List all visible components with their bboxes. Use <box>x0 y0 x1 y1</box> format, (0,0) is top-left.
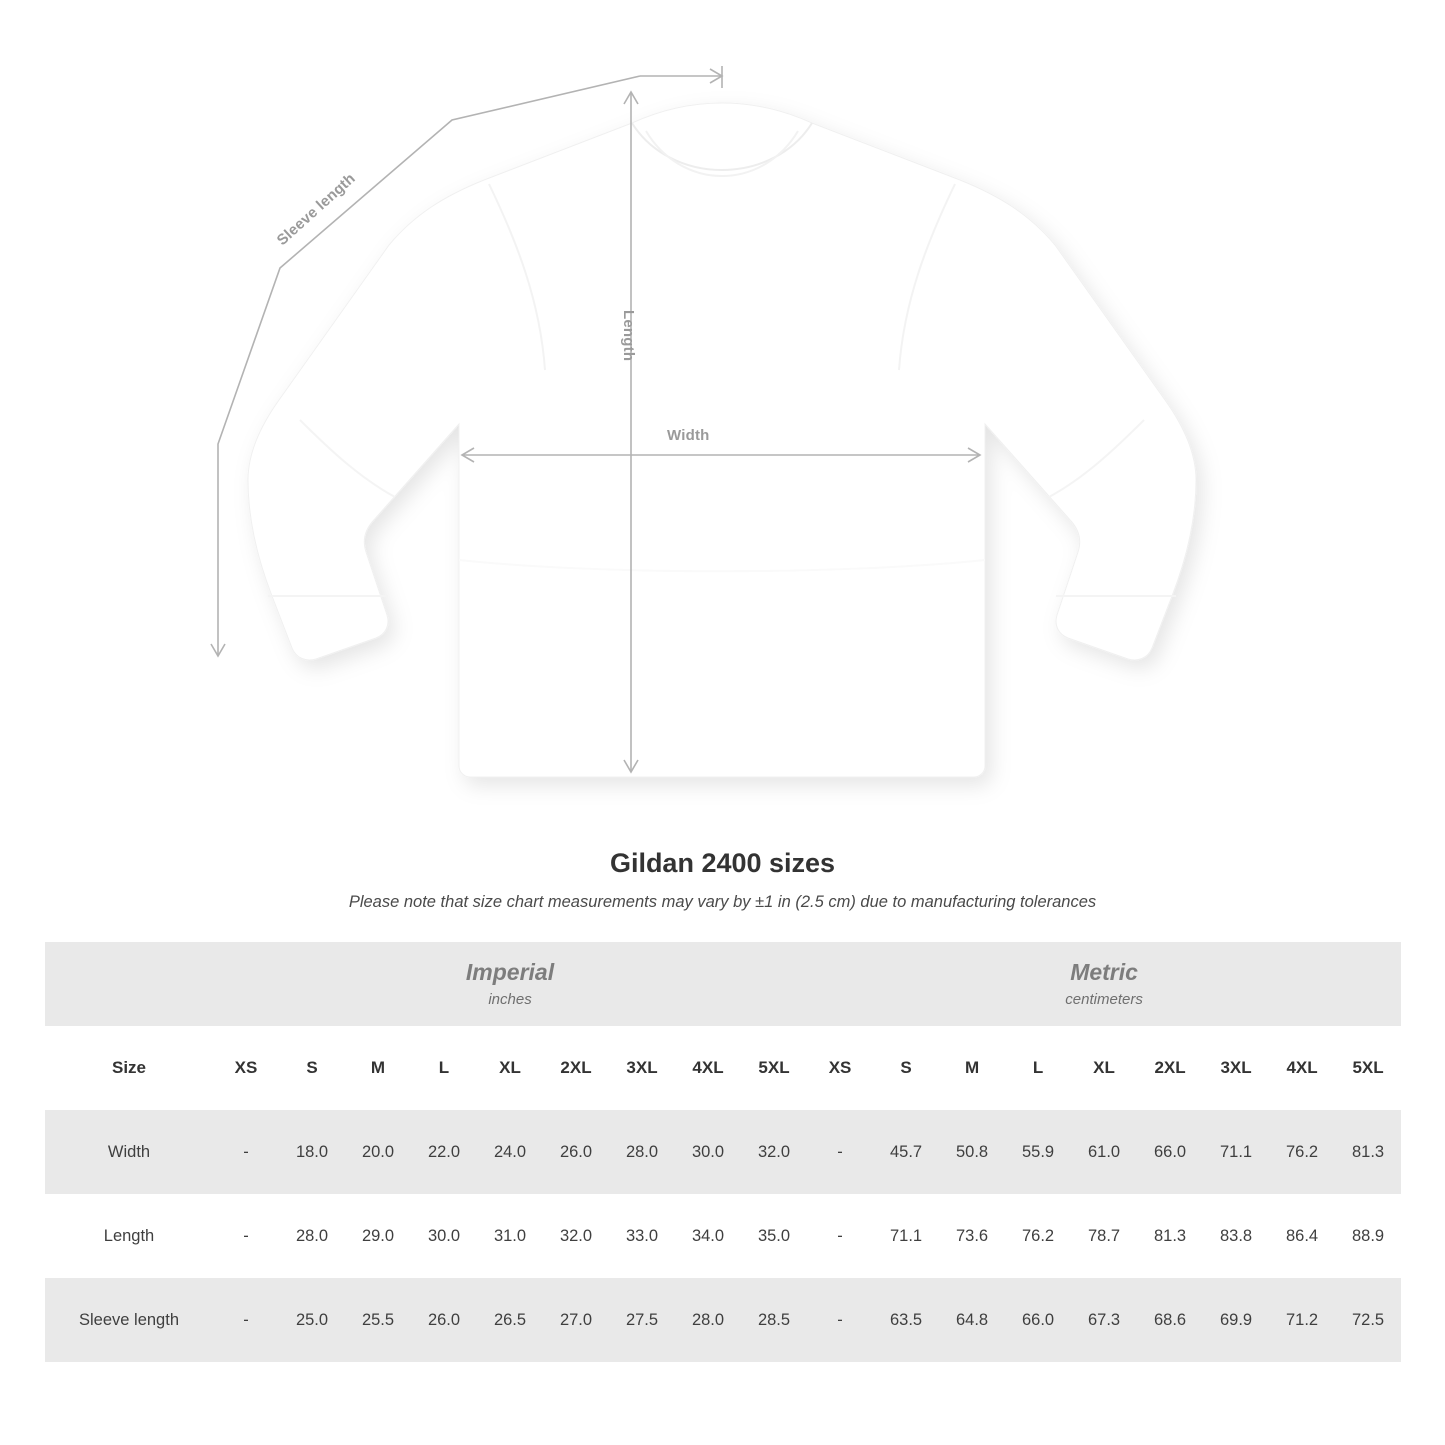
cell-width-met-m: 50.8 <box>939 1110 1005 1194</box>
size-header-imperial-s: S <box>279 1026 345 1110</box>
cell-width-met-xs: - <box>807 1110 873 1194</box>
cell-width-met-3xl: 71.1 <box>1203 1110 1269 1194</box>
row-label-length: Length <box>45 1194 213 1278</box>
cell-width-met-l: 55.9 <box>1005 1110 1071 1194</box>
cell-length-met-5xl: 88.9 <box>1335 1194 1401 1278</box>
table-row <box>45 1110 1401 1194</box>
size-table-wrap <box>45 942 1400 1362</box>
table-row <box>45 1278 1401 1362</box>
cell-length-imp-s: 28.0 <box>279 1194 345 1278</box>
tolerance-note: Please note that size chart measurements may vary by ±1 in (2.5 cm) due to manufacturing tolerances <box>348 893 1097 911</box>
size-header-imperial-3xl: 3XL <box>609 1026 675 1110</box>
cell-width-met-5xl: 81.3 <box>1335 1110 1401 1194</box>
size-header-metric-s: S <box>873 1026 939 1110</box>
shirt-shape <box>248 103 1196 777</box>
cell-width-imp-s: 18.0 <box>279 1110 345 1194</box>
cell-length-met-s: 71.1 <box>873 1194 939 1278</box>
table-row <box>45 1194 1401 1278</box>
cell-length-imp-2xl: 32.0 <box>543 1194 609 1278</box>
cell-width-imp-2xl: 26.0 <box>543 1110 609 1194</box>
sleeve-dimension-label: Sleeve length <box>273 169 359 249</box>
size-header-imperial-2xl: 2XL <box>543 1026 609 1110</box>
cell-length-imp-l: 30.0 <box>411 1194 477 1278</box>
cell-sleeve-met-5xl: 72.5 <box>1335 1278 1401 1362</box>
cell-sleeve-imp-m: 25.5 <box>345 1278 411 1362</box>
unit-header-row <box>45 942 1401 1026</box>
size-header-metric-3xl: 3XL <box>1203 1026 1269 1110</box>
cell-width-imp-l: 22.0 <box>411 1110 477 1194</box>
size-header-row <box>45 1026 1401 1110</box>
cell-sleeve-imp-s: 25.0 <box>279 1278 345 1362</box>
size-header-metric-5xl: 5XL <box>1335 1026 1401 1110</box>
cell-length-met-3xl: 83.8 <box>1203 1194 1269 1278</box>
cell-length-imp-m: 29.0 <box>345 1194 411 1278</box>
cell-length-met-l: 76.2 <box>1005 1194 1071 1278</box>
unit-name-metric: Metric <box>1070 959 1138 986</box>
cell-sleeve-met-m: 64.8 <box>939 1278 1005 1362</box>
cell-length-imp-4xl: 34.0 <box>675 1194 741 1278</box>
unit-header-metric <box>807 942 1401 1026</box>
cell-sleeve-met-xs: - <box>807 1278 873 1362</box>
cell-sleeve-met-l: 66.0 <box>1005 1278 1071 1362</box>
cell-sleeve-met-2xl: 68.6 <box>1137 1278 1203 1362</box>
unit-header-imperial <box>213 942 807 1026</box>
cell-sleeve-imp-3xl: 27.5 <box>609 1278 675 1362</box>
size-header-label: Size <box>45 1026 213 1110</box>
cell-length-met-m: 73.6 <box>939 1194 1005 1278</box>
cell-length-met-xs: - <box>807 1194 873 1278</box>
cell-width-imp-xs: - <box>213 1110 279 1194</box>
size-header-metric-2xl: 2XL <box>1137 1026 1203 1110</box>
cell-sleeve-met-xl: 67.3 <box>1071 1278 1137 1362</box>
cell-sleeve-imp-4xl: 28.0 <box>675 1278 741 1362</box>
width-dimension-label: Width <box>667 427 710 444</box>
unit-name-imperial: Imperial <box>465 959 555 986</box>
row-label-sleeve-length: Sleeve length <box>45 1278 213 1362</box>
cell-length-imp-xs: - <box>213 1194 279 1278</box>
cell-sleeve-imp-5xl: 28.5 <box>741 1278 807 1362</box>
cell-width-met-s: 45.7 <box>873 1110 939 1194</box>
cell-width-met-4xl: 76.2 <box>1269 1110 1335 1194</box>
size-header-imperial-4xl: 4XL <box>675 1026 741 1110</box>
row-label-width: Width <box>45 1110 213 1194</box>
cell-length-met-xl: 78.7 <box>1071 1194 1137 1278</box>
cell-sleeve-imp-2xl: 27.0 <box>543 1278 609 1362</box>
length-dimension-label: Length <box>620 310 637 362</box>
size-header-imperial-xs: XS <box>213 1026 279 1110</box>
title-block <box>0 848 1445 912</box>
size-header-imperial-5xl: 5XL <box>741 1026 807 1110</box>
cell-width-met-2xl: 66.0 <box>1137 1110 1203 1194</box>
cell-sleeve-met-4xl: 71.2 <box>1269 1278 1335 1362</box>
cell-length-imp-3xl: 33.0 <box>609 1194 675 1278</box>
cell-length-imp-5xl: 35.0 <box>741 1194 807 1278</box>
cell-width-imp-m: 20.0 <box>345 1110 411 1194</box>
size-header-metric-m: M <box>939 1026 1005 1110</box>
size-header-imperial-m: M <box>345 1026 411 1110</box>
cell-width-imp-4xl: 30.0 <box>675 1110 741 1194</box>
unit-header-spacer <box>45 942 213 1026</box>
cell-length-met-4xl: 86.4 <box>1269 1194 1335 1278</box>
size-header-imperial-xl: XL <box>477 1026 543 1110</box>
size-header-metric-xs: XS <box>807 1026 873 1110</box>
cell-sleeve-imp-xs: - <box>213 1278 279 1362</box>
cell-sleeve-imp-xl: 26.5 <box>477 1278 543 1362</box>
size-table <box>45 942 1401 1362</box>
cell-length-imp-xl: 31.0 <box>477 1194 543 1278</box>
cell-sleeve-imp-l: 26.0 <box>411 1278 477 1362</box>
unit-sub-imperial: inches <box>488 991 532 1008</box>
unit-sub-metric: centimeters <box>1065 991 1143 1008</box>
cell-width-imp-3xl: 28.0 <box>609 1110 675 1194</box>
cell-length-met-2xl: 81.3 <box>1137 1194 1203 1278</box>
cell-width-imp-5xl: 32.0 <box>741 1110 807 1194</box>
cell-width-imp-xl: 24.0 <box>477 1110 543 1194</box>
size-header-metric-xl: XL <box>1071 1026 1137 1110</box>
size-header-imperial-l: L <box>411 1026 477 1110</box>
size-header-metric-4xl: 4XL <box>1269 1026 1335 1110</box>
page-title: Gildan 2400 sizes <box>609 848 836 878</box>
size-header-metric-l: L <box>1005 1026 1071 1110</box>
cell-width-met-xl: 61.0 <box>1071 1110 1137 1194</box>
cell-sleeve-met-s: 63.5 <box>873 1278 939 1362</box>
cell-sleeve-met-3xl: 69.9 <box>1203 1278 1269 1362</box>
